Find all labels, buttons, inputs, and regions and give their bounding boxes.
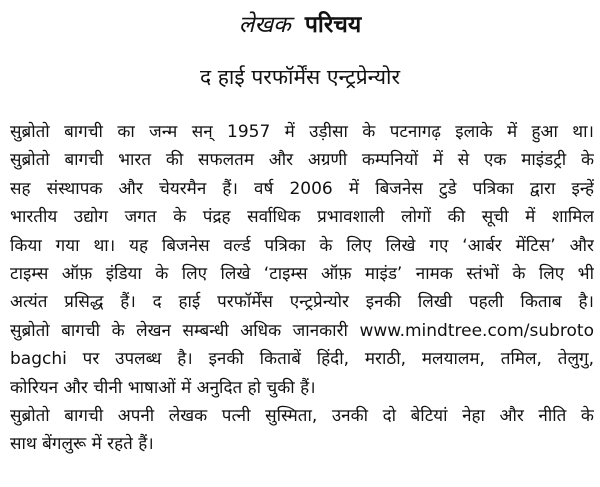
bio-line: bagchi पर उपलब्ध है। इनकी किताबें हिंदी, मराठी, मलयालम, तमिल, तेलुगु, [10, 349, 594, 370]
bio-line: सह संस्थापक और चेयरमैन हैं। वर्ष 2006 में बिजनेस टुडे पत्रिका द्वारा इन्हें [10, 178, 594, 199]
heading-author-word: लेखक [238, 12, 291, 38]
bio-line: कोरियन और चीनी भाषाओं में अनुदित हो चुकी हैं। [10, 377, 316, 398]
bio-line: टाइम्स ऑफ़ इंडिया के लिए लिखे ‘टाइम्स ऑफ़ माइंड’ नामक स्तंभों के लिए भी [10, 263, 594, 284]
bio-line: अत्यंत प्रसिद्ध हैं। द हाई परफॉर्मेंस एन्ट्रप्रेन्योर इनकी लिखी पहली किताब है। [10, 292, 594, 313]
book-title: द हाई परफॉर्मेंस एन्ट्रप्रेन्योर [199, 65, 401, 89]
page-heading [0, 8, 600, 42]
bio-line: किया गया था। यह बिजनेस वर्ल्ड पत्रिका के लिए लिखे गए ‘आर्बर मेंटिस’ और [10, 235, 594, 256]
bio-line: सुब्रोतो बागची के लेखन सम्बन्धी अधिक जानकारी www.mindtree.com/subroto [10, 320, 594, 341]
author-bio-paragraph [10, 118, 594, 459]
bio-line: सुब्रोतो बागची का जन्म सन् 1957 में उड़ीसा के पटनागढ़ इलाके में हुआ था। [10, 122, 594, 142]
bio-line: सुब्रोतो बागची भारत की सफलतम और अग्रणी कम्पनियों में से एक माइंडट्री के [10, 150, 594, 171]
bio-line: भारतीय उद्योग जगत के पंद्रह सर्वाधिक प्रभावशाली लोगों की सूची में शामिल [10, 207, 594, 228]
heading-intro-word: परिचय [304, 12, 362, 38]
bio-line: सुब्रोतो बागची अपनी लेखक पत्नी सुस्मिता, उनकी दो बेटियां नेहा और नीति के [10, 405, 594, 426]
bio-line: साथ बेंगलुरू में रहते हैं। [10, 434, 154, 455]
